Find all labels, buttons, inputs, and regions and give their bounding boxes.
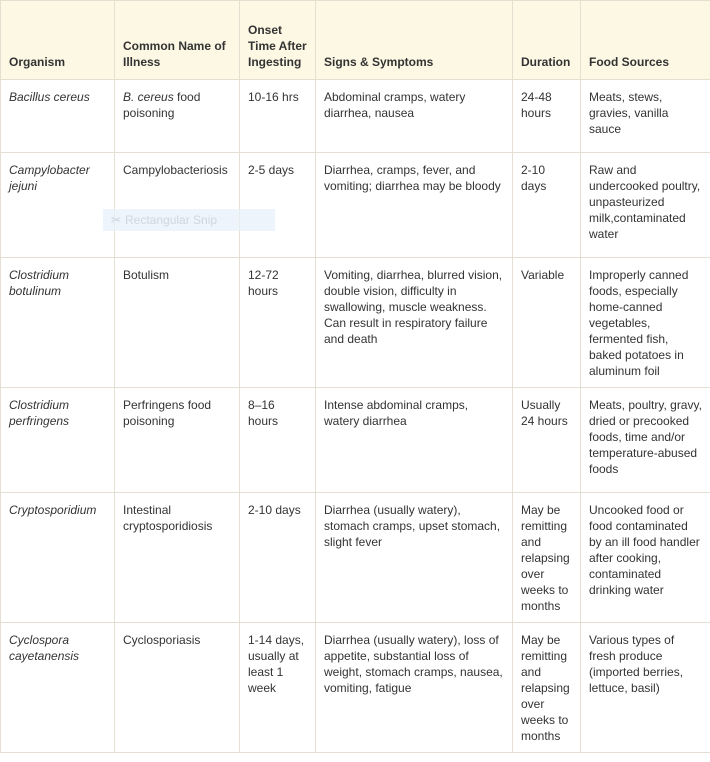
table-row	[1, 153, 710, 258]
illness-cell	[115, 80, 240, 153]
duration-cell: May be remitting and relapsing over weeks to months	[513, 493, 581, 623]
table-row	[1, 388, 710, 493]
symptoms-cell: Vomiting, diarrhea, blurred vision, double vision, difficulty in swallowing, muscle weakness. Can result in respiratory failure and death	[316, 258, 513, 388]
organism-cell: Cryptosporidium	[1, 493, 115, 623]
organism-cell: Bacillus cereus	[1, 80, 115, 153]
onset-cell: 12-72 hours	[240, 258, 316, 388]
header-common-name: Common Name of Illness	[115, 1, 240, 80]
header-duration: Duration	[513, 1, 581, 80]
sources-cell: Meats, poultry, gravy, dried or precooked foods, time and/or temperature-abused foods	[581, 388, 710, 493]
header-signs-symptoms: Signs & Symptoms	[316, 1, 513, 80]
table-row	[1, 623, 710, 753]
header-food-sources: Food Sources	[581, 1, 710, 80]
scissors-icon: ✂	[111, 213, 122, 227]
sources-cell: Meats, stews, gravies, vanilla sauce	[581, 80, 710, 153]
illness-italic-text: B. cereus	[123, 90, 174, 104]
sources-cell: Various types of fresh produce (imported berries, lettuce, basil)	[581, 623, 710, 753]
onset-cell: 1-14 days, usually at least 1 week	[240, 623, 316, 753]
duration-cell: 24-48 hours	[513, 80, 581, 153]
illness-cell: Perfringens food poisoning	[115, 388, 240, 493]
illness-cell: Intestinal cryptosporidiosis	[115, 493, 240, 623]
header-row	[1, 1, 710, 80]
table-row	[1, 493, 710, 623]
illness-cell: Botulism	[115, 258, 240, 388]
duration-cell: May be remitting and relapsing over weeks to months	[513, 623, 581, 753]
symptoms-cell: Abdominal cramps, watery diarrhea, nausea	[316, 80, 513, 153]
onset-cell: 2-10 days	[240, 493, 316, 623]
sources-cell: Uncooked food or food contaminated by an ill food handler after cooking, contaminated drinking water	[581, 493, 710, 623]
table-row	[1, 80, 710, 153]
symptoms-cell: Diarrhea (usually watery), loss of appetite, substantial loss of weight, stomach cramps, nausea, vomiting, fatigue	[316, 623, 513, 753]
header-onset-time: Onset Time After Ingesting	[240, 1, 316, 80]
duration-cell: Variable	[513, 258, 581, 388]
symptoms-cell: Intense abdominal cramps, watery diarrhea	[316, 388, 513, 493]
organism-cell: Clostridium perfringens	[1, 388, 115, 493]
onset-cell: 2-5 days	[240, 153, 316, 258]
duration-cell: 2-10 days	[513, 153, 581, 258]
rectangular-snip-tooltip	[103, 209, 275, 231]
organism-cell: Clostridium botulinum	[1, 258, 115, 388]
organism-cell: Cyclospora cayetanensis	[1, 623, 115, 753]
sources-cell: Raw and undercooked poultry, unpasteurized milk,contaminated water	[581, 153, 710, 258]
illness-text: food poisoning	[123, 90, 201, 120]
sources-cell: Improperly canned foods, especially home-canned vegetables, fermented fish, baked potatoes in aluminum foil	[581, 258, 710, 388]
illness-cell: Campylobacteriosis	[115, 153, 240, 258]
duration-cell: Usually 24 hours	[513, 388, 581, 493]
symptoms-cell: Diarrhea, cramps, fever, and vomiting; diarrhea may be bloody	[316, 153, 513, 258]
table-row	[1, 258, 710, 388]
onset-cell: 10-16 hrs	[240, 80, 316, 153]
illness-cell: Cyclosporiasis	[115, 623, 240, 753]
snip-label: Rectangular Snip	[125, 213, 218, 227]
header-organism: Organism	[1, 1, 115, 80]
onset-cell: 8–16 hours	[240, 388, 316, 493]
symptoms-cell: Diarrhea (usually watery), stomach cramps, upset stomach, slight fever	[316, 493, 513, 623]
organism-cell: Campylobacter jejuni	[1, 153, 115, 258]
